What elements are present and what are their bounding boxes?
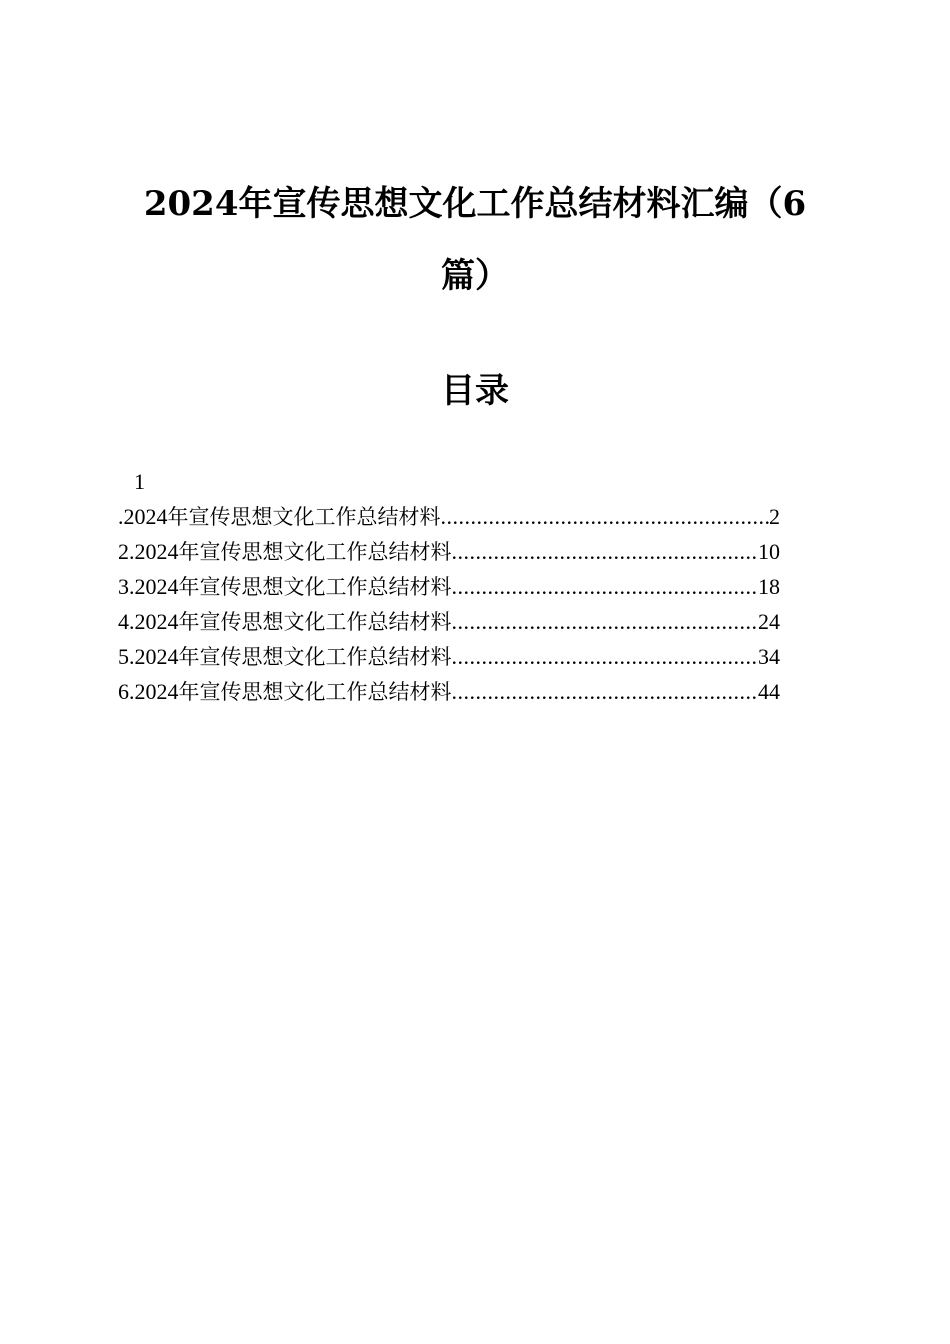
toc-entry-prefix: 2.2024 — [118, 539, 179, 564]
toc-entry-title: 年宣传思想文化工作总结材料 — [178, 610, 452, 634]
toc-entry-page: 10 — [758, 539, 780, 564]
toc-entry-title: 年宣传思想文化工作总结材料 — [178, 540, 452, 564]
toc-dot-leader — [441, 499, 770, 534]
toc-entry-6[interactable] — [118, 674, 780, 709]
toc-entry-page: 24 — [758, 609, 780, 634]
toc-entry-prefix: 5.2024 — [118, 644, 179, 669]
toc-dot-leader — [452, 604, 759, 639]
toc-entry-page: 2 — [769, 504, 780, 529]
toc-dot-leader — [452, 639, 759, 674]
toc-dot-leader — [452, 674, 759, 709]
toc-lead-number: 1 — [134, 469, 145, 494]
toc-entry-title: 年宣传思想文化工作总结材料 — [178, 680, 452, 704]
toc-entry-3[interactable] — [118, 569, 780, 604]
toc-entry-title: 年宣传思想文化工作总结材料 — [178, 645, 452, 669]
toc-entry-1[interactable] — [118, 499, 780, 534]
toc-heading: 目录 — [441, 371, 509, 411]
toc-entry-page: 44 — [758, 679, 780, 704]
toc-entry-prefix: 4.2024 — [118, 609, 179, 634]
toc-dot-leader — [452, 534, 759, 569]
toc-entry-prefix: .2024 — [118, 504, 168, 529]
table-of-contents — [118, 465, 780, 709]
toc-entry-prefix: 6.2024 — [118, 679, 179, 704]
document-title: 2024年宣传思想文化工作总结材料汇编（6篇） — [143, 184, 807, 296]
toc-entry-prefix: 3.2024 — [118, 574, 179, 599]
toc-entry-page: 34 — [758, 644, 780, 669]
toc-entry-2[interactable] — [118, 534, 780, 569]
toc-dot-leader — [452, 569, 759, 604]
toc-entry-page: 18 — [758, 574, 780, 599]
toc-entry-title: 年宣传思想文化工作总结材料 — [167, 505, 441, 529]
toc-entry-5[interactable] — [118, 639, 780, 674]
toc-entry-title: 年宣传思想文化工作总结材料 — [178, 575, 452, 599]
toc-entry-4[interactable] — [118, 604, 780, 639]
